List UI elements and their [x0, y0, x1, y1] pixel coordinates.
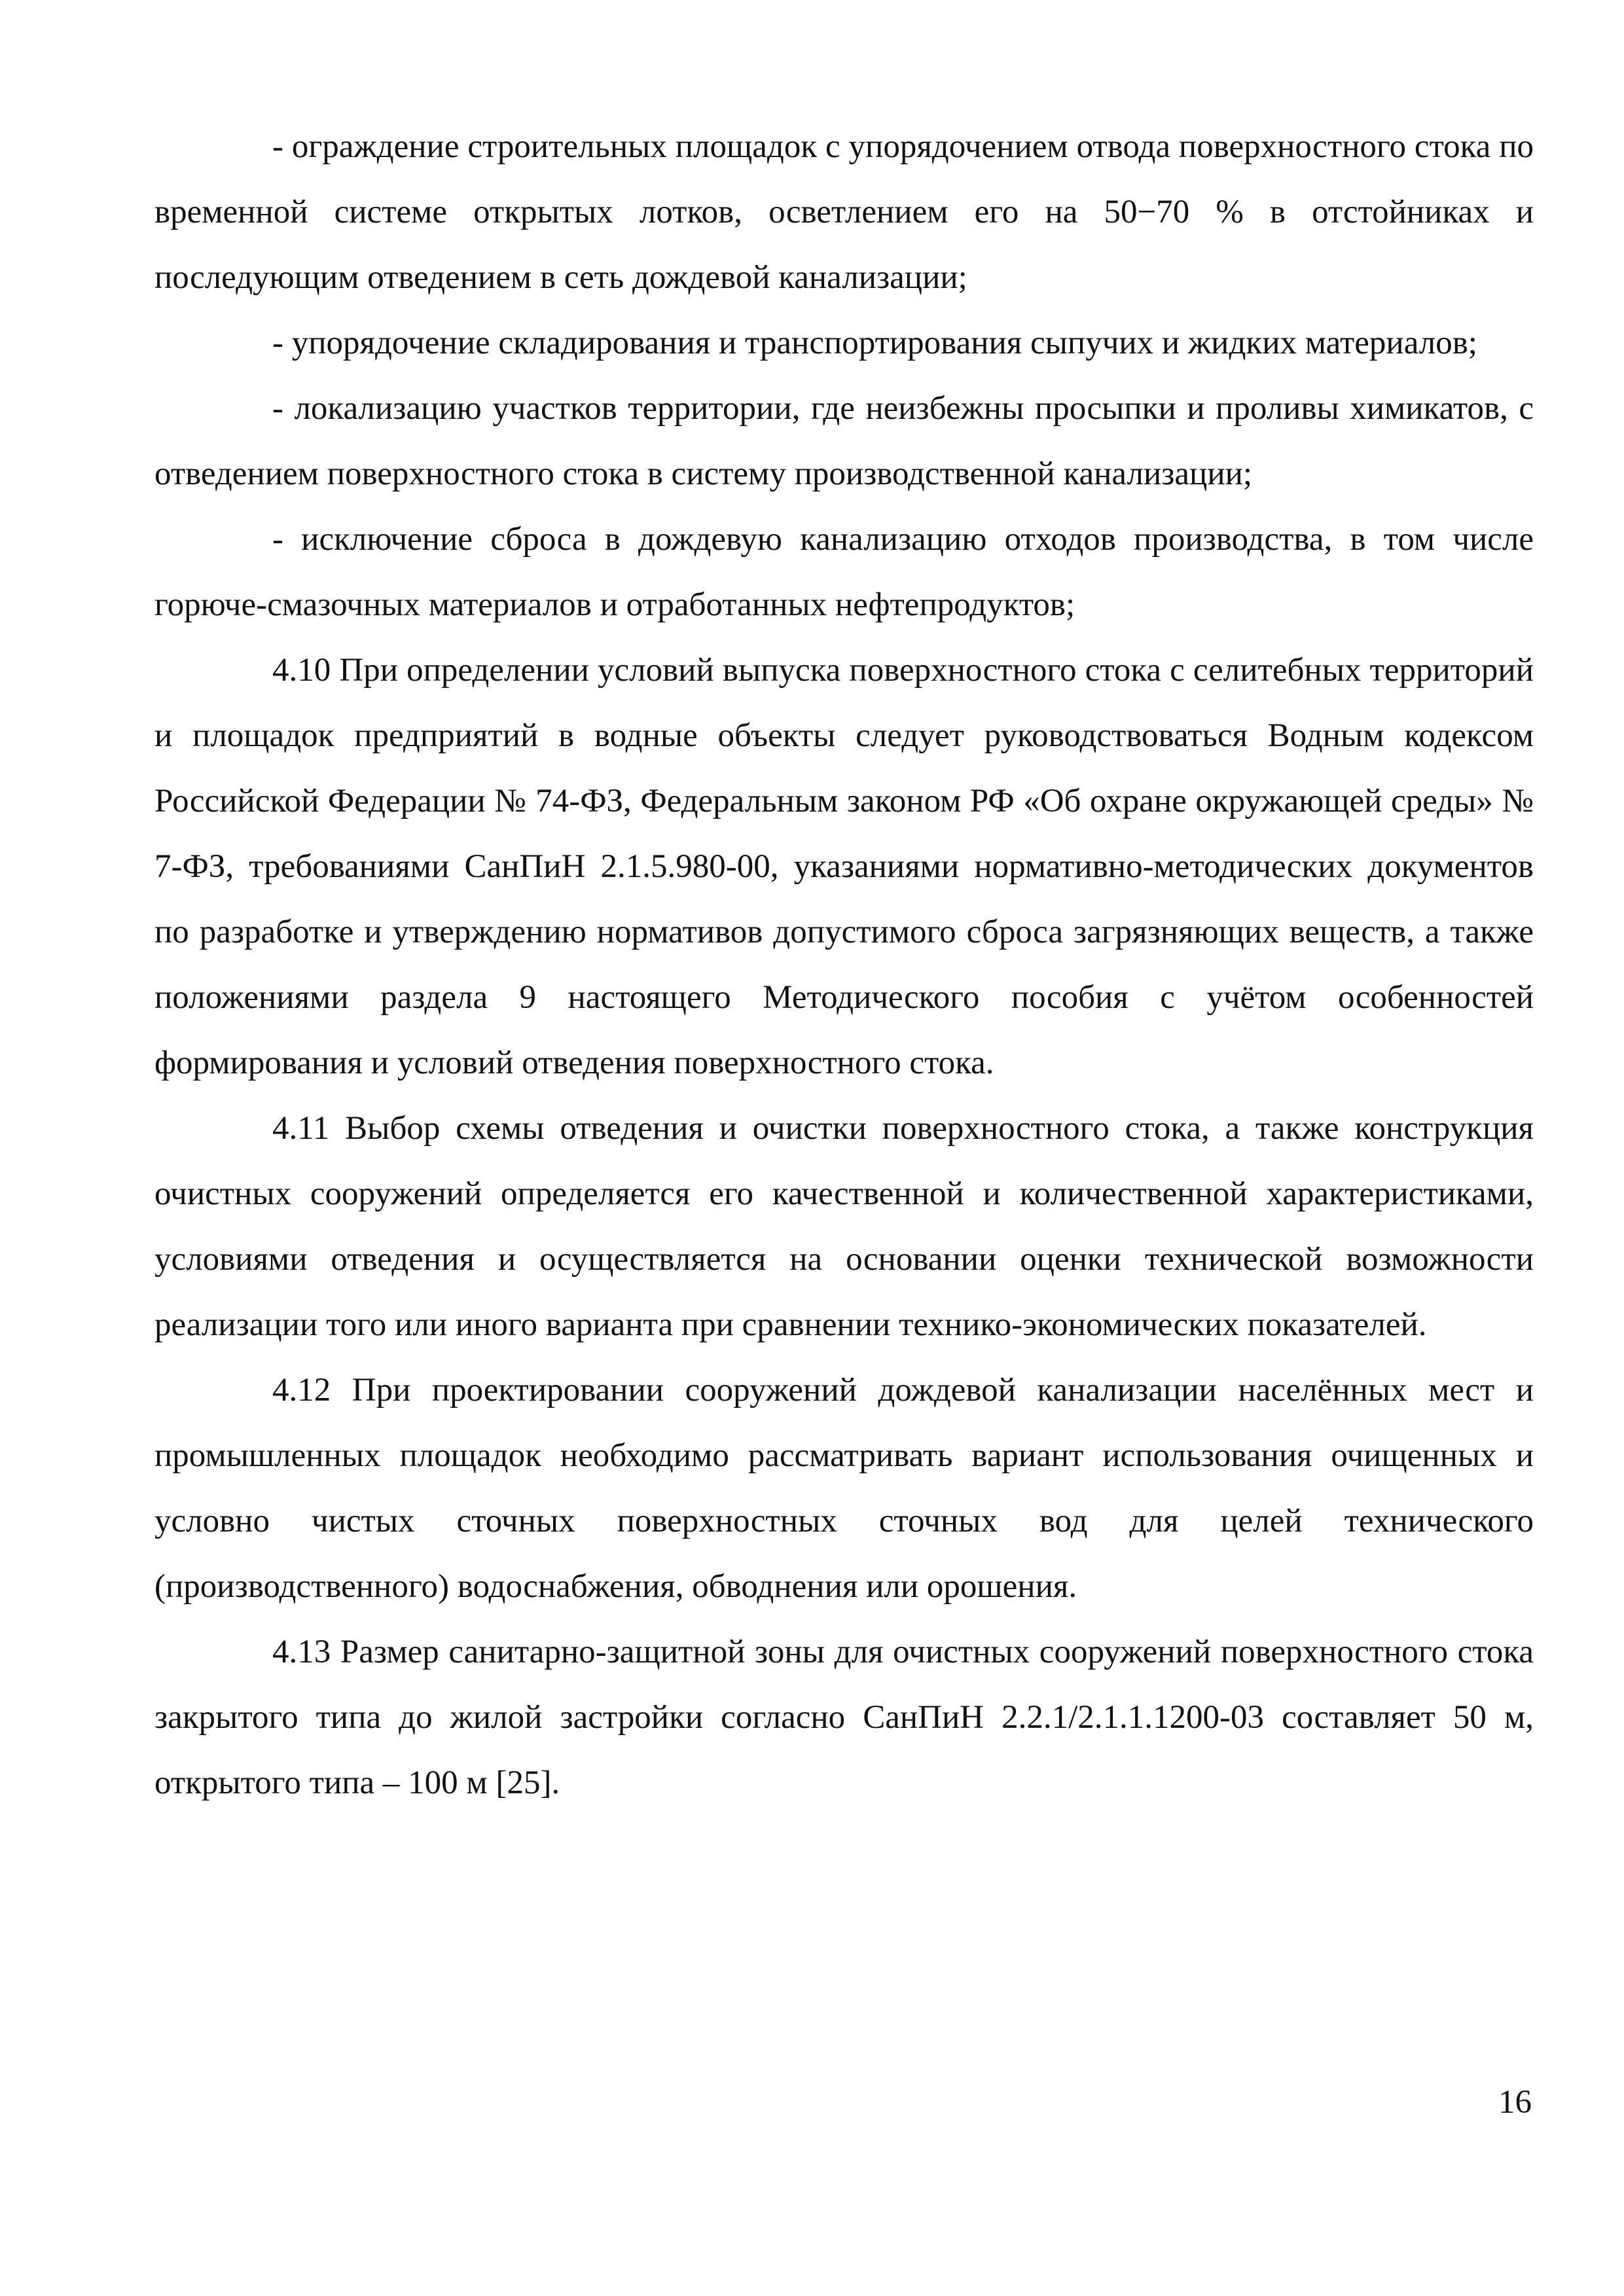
- list-item-fencing: - ограждение строительных площадок с упорядочением отвода поверхностного стока по временной системе открытых лотков, осветлением его на 50−70 % в отстойниках и последующим отведением в сеть дождевой канализации;: [154, 128, 1534, 296]
- list-item-localization: - локализацию участков территории, где неизбежны просыпки и проливы химикатов, с отведением поверхностного стока в систему производственной канализации;: [154, 390, 1534, 492]
- list-item-discharge-exclusion: - исключение сброса в дождевую канализацию отходов производства, в том числе горюче-смазочных материалов и отработанных нефтепродуктов;: [154, 521, 1534, 623]
- page-number: 16: [1498, 2084, 1532, 2121]
- clause-4-13: 4.13 Размер санитарно-защитной зоны для очистных сооружений поверхностного стока закрытого типа до жилой застройки согласно СанПиН 2.2.1/2.1.1.1200-03 составляет 50 м, открытого типа – 100 м [25].: [154, 1634, 1534, 1801]
- document-body: [154, 114, 1534, 1816]
- list-item-storage: - упорядочение складирования и транспортирования сыпучих и жидких материалов;: [272, 325, 1477, 361]
- clause-4-10: 4.10 При определении условий выпуска поверхностного стока с селитебных территорий и площадок предприятий в водные объекты следует руководствоваться Водным кодексом Российской Федерации № 74-ФЗ, Федеральным законом РФ «Об охране окружающей среды» № 7-ФЗ, требованиями СанПиН 2.1.5.980-00, указаниями нормативно-методических документов по разработке и утверждению нормативов допустимого сброса загрязняющих веществ, а также положениями раздела 9 настоящего Методического пособия с учётом особенностей формирования и условий отведения поверхностного стока.: [154, 652, 1534, 1081]
- clause-4-11: 4.11 Выбор схемы отведения и очистки поверхностного стока, а также конструкция очистных сооружений определяется его качественной и количественной характеристиками, условиями отведения и осуществляется на основании оценки технической возможности реализации того или иного варианта при сравнении технико-экономических показателей.: [154, 1110, 1534, 1343]
- clause-4-12: 4.12 При проектировании сооружений дождевой канализации населённых мест и промышленных площадок необходимо рассматривать вариант использования очищенных и условно чистых сточных поверхностных сточных вод для целей технического (производственного) водоснабжения, обводнения или орошения.: [154, 1372, 1534, 1605]
